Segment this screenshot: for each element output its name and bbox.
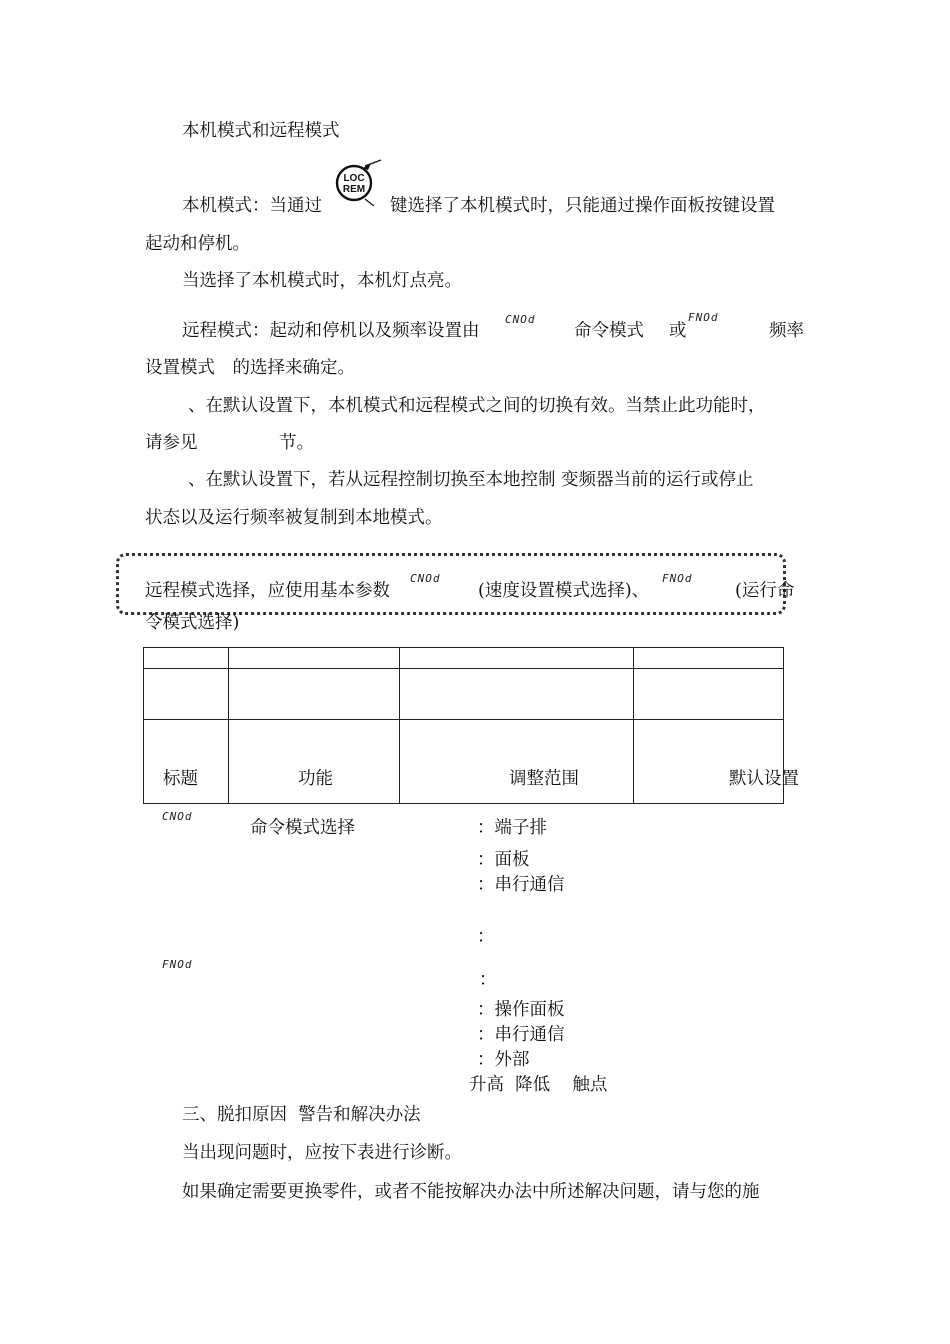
select-para-tail: (运行命 [735,581,795,601]
section-heading: 本机模式和远程模式 [182,121,340,141]
param-fnod-code: FNOd [162,958,193,971]
range-colon-a: ： [477,927,495,947]
command-mode-text: 命令模式 [574,321,644,341]
rem-label: REM [342,184,366,195]
range-serial: ：串行通信 [477,875,565,895]
select-para-prefix: 远程模式选择，应使用基本参数 [145,581,390,601]
cnod-code: CNOd [505,313,536,326]
note2-line2: 状态以及运行频率被复制到本地模式。 [145,508,443,528]
loc-label: LOC [343,173,365,184]
table-header-title: 标题 [163,769,198,789]
section3-line1: 当出现问题时，应按下表进行诊断。 [182,1143,462,1163]
range-operation-panel: ：操作面板 [477,1000,565,1020]
local-mode-prefix: 本机模式：当通过 [182,196,322,216]
range-colon-b: ： [479,970,497,990]
param-cnod-function: 命令模式选择 [250,818,355,838]
remote-mode-line2: 设置模式 的选择来确定。 [145,358,355,378]
range-panel: ：面板 [477,850,530,870]
note1-line1: 、在默认设置下，本机模式和远程模式之间的切换有效。当禁止此功能时， [188,396,766,416]
note1-line2b: 节。 [279,433,314,453]
select-fnod-code: FNOd [662,572,693,585]
range-serial-2: ：串行通信 [477,1025,565,1045]
remote-mode-prefix: 远程模式：起动和停机以及频率设置由 [182,321,480,341]
table-header-function: 功能 [298,769,333,789]
section3-line2: 如果确定需要更换零件，或者不能按解决办法中所述解决问题，请与您的施 [182,1182,760,1202]
frequency-text: 频率 [769,321,804,341]
note1-line2a: 请参见 [145,433,198,453]
range-external: ：外部 [477,1050,530,1070]
section3-title: 三、脱扣原因 警告和解决办法 [182,1105,421,1125]
table-header-default: 默认设置 [729,769,799,789]
table-header-range: 调整范围 [509,769,579,789]
or-text: 或 [669,321,687,341]
loc-rem-key-icon [327,158,385,212]
select-cnod-code: CNOd [410,572,441,585]
range-up-down-contact: 升高 降低 触点 [469,1075,608,1095]
range-terminal: ：端子排 [477,818,547,838]
select-para-line2: 令模式选择) [145,613,240,633]
param-cnod-code: CNOd [162,810,193,823]
note2-line1: 、在默认设置下，若从远程控制切换至本地控制 变频器当前的运行或停止 [188,470,754,490]
local-mode-suffix: 键选择了本机模式时，只能通过操作面板按键设置 [390,196,775,216]
local-mode-line2: 起动和停机。 [145,234,250,254]
local-lamp-text: 当选择了本机模式时，本机灯点亮。 [182,271,462,291]
fnod-code: FNOd [688,311,719,324]
select-para-mid: (速度设置模式选择)、 [478,581,650,601]
